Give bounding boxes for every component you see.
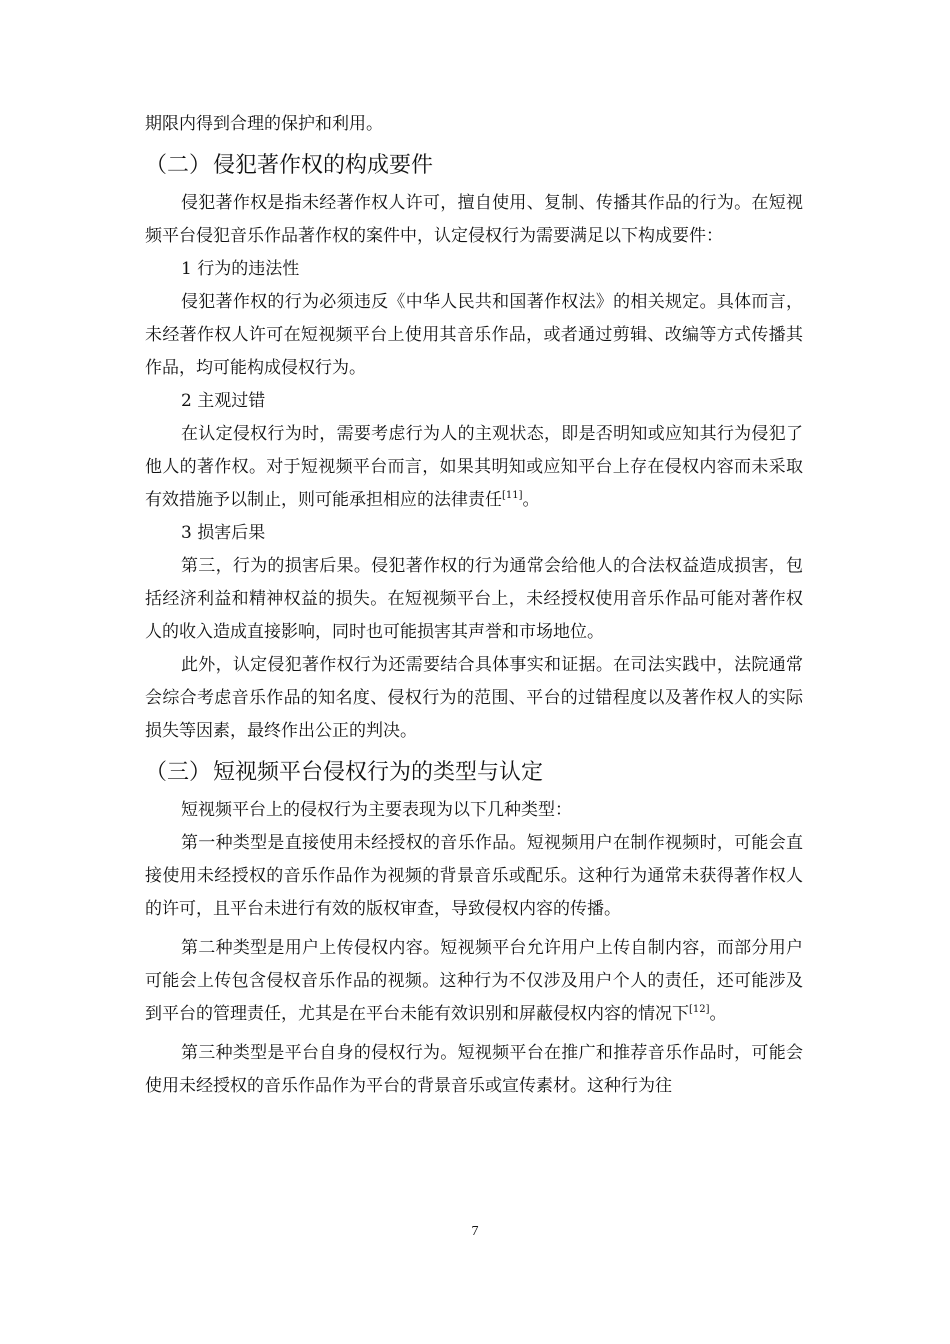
paragraph: 期限内得到合理的保护和利用。	[145, 114, 383, 134]
paragraph	[145, 932, 803, 1031]
paragraph: 此外，认定侵犯著作权行为还需要结合具体事实和证据。在司法实践中，法院通常会综合考虑音乐作品的知名度、侵权行为的范围、平台的过错程度以及著作权人的实际损失等因素，最终作出公正的判决。	[145, 655, 803, 741]
paragraph-text: 第二种类型是用户上传侵权内容。短视频平台允许用户上传自制内容，而部分用户可能会上传包含侵权音乐作品的视频。这种行为不仅涉及用户个人的责任，还可能涉及到平台的管理责任，尤其是在平台未能有效识别和屏蔽侵权内容的情况下	[145, 938, 803, 1024]
section-heading	[145, 149, 803, 183]
paragraph: 侵犯著作权的行为必须违反《中华人民共和国著作权法》的相关规定。具体而言，未经著作权人许可在短视频平台上使用其音乐作品，或者通过剪辑、改编等方式传播其作品，均可能构成侵权行为。	[145, 292, 803, 378]
paragraph-end: 。	[522, 490, 540, 510]
paragraph: 第三，行为的损害后果。侵犯著作权的行为通常会给他人的合法权益造成损害，包括经济利益和精神权益的损失。在短视频平台上，未经授权使用音乐作品可能对著作权人的收入造成直接影响，同时也可能损害其声誉和市场地位。	[145, 556, 803, 642]
section-heading	[145, 756, 803, 790]
section-number: （二）	[145, 153, 212, 178]
section-number: （三）	[145, 760, 212, 785]
document-body	[145, 108, 803, 1103]
section-title: 短视频平台侵权行为的类型与认定	[213, 760, 544, 785]
citation-ref: [12]	[689, 1004, 710, 1015]
paragraph: 第三种类型是平台自身的侵权行为。短视频平台在推广和推荐音乐作品时，可能会使用未经授权的音乐作品作为平台的背景音乐或宣传素材。这种行为往	[145, 1043, 803, 1096]
page-number: 7	[471, 1224, 479, 1239]
paragraph: 短视频平台上的侵权行为主要表现为以下几种类型：	[181, 800, 572, 820]
citation-ref: [11]	[502, 490, 523, 501]
paragraph-end: 。	[709, 1004, 727, 1024]
paragraph: 侵犯著作权是指未经著作权人许可，擅自使用、复制、传播其作品的行为。在短视频平台侵犯音乐作品著作权的案件中，认定侵权行为需要满足以下构成要件：	[145, 193, 803, 246]
paragraph: 第一种类型是直接使用未经授权的音乐作品。短视频用户在制作视频时，可能会直接使用未经授权的音乐作品作为视频的背景音乐或配乐。这种行为通常未获得著作权人的许可，且平台未进行有效的版权审查，导致侵权内容的传播。	[145, 833, 803, 919]
subheading: 1 行为的违法性	[181, 259, 300, 279]
subheading: 3 损害后果	[181, 523, 266, 543]
section-title: 侵犯著作权的构成要件	[213, 153, 434, 178]
paragraph	[145, 418, 803, 517]
paragraph-text: 在认定侵权行为时，需要考虑行为人的主观状态，即是否明知或应知其行为侵犯了他人的著作权。对于短视频平台而言，如果其明知或应知平台上存在侵权内容而未采取有效措施予以制止，则可能承担相应的法律责任	[145, 424, 803, 510]
subheading: 2 主观过错	[181, 391, 266, 411]
